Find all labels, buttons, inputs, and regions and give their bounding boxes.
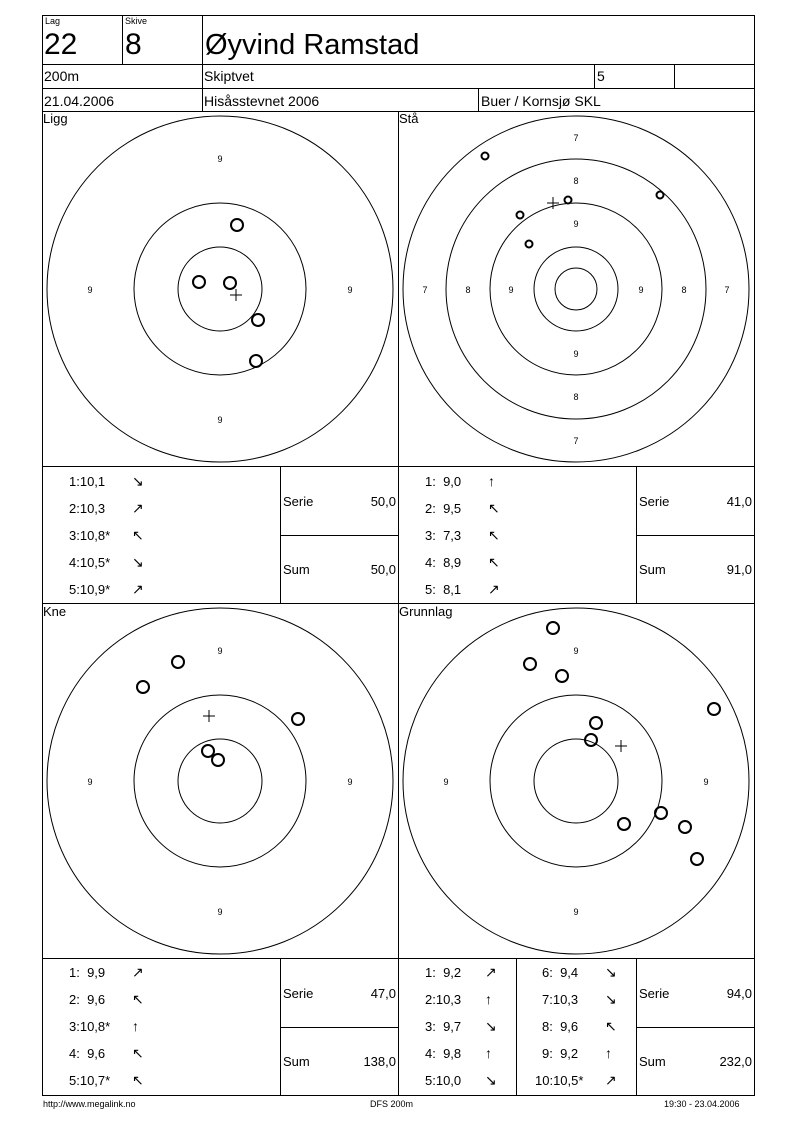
direction-arrow-icon: ↘ xyxy=(485,1018,497,1034)
shot-hole xyxy=(618,818,630,830)
ring-score-label: 8 xyxy=(465,285,471,295)
ring-score-label: 7 xyxy=(573,133,579,143)
sum-value: 232,0 xyxy=(719,1054,752,1069)
sum-label: Sum xyxy=(283,1054,310,1069)
ring-score-label: 7 xyxy=(724,285,730,295)
skive-label: Skive xyxy=(125,16,148,26)
shooter-name: Øyvind Ramstad xyxy=(205,29,420,61)
shot-value: 3: 9,7 xyxy=(425,1019,462,1034)
target-ring xyxy=(403,608,749,954)
serie-label: Serie xyxy=(283,494,314,509)
shot-value: 1: 9,9 xyxy=(69,965,106,980)
shot-value: 4: 9,8 xyxy=(425,1046,462,1061)
ring-score-label: 9 xyxy=(217,415,223,425)
ring-score-label: 8 xyxy=(681,285,687,295)
shot-value: 2: 9,6 xyxy=(69,992,106,1007)
target-label-kne: Kne xyxy=(43,604,67,619)
shot-hole xyxy=(137,681,149,693)
direction-arrow-icon: ↖ xyxy=(488,527,500,543)
ring-score-label: 9 xyxy=(217,154,223,164)
shot-value: 3: 7,3 xyxy=(425,528,462,543)
ring-score-label: 7 xyxy=(422,285,428,295)
footer-url[interactable]: http://www.megalink.no xyxy=(43,1099,136,1109)
shot-hole xyxy=(482,153,489,160)
direction-arrow-icon: ↑ xyxy=(485,1045,492,1061)
ring-score-label: 8 xyxy=(573,392,579,402)
event-name: Hisåsstevnet 2006 xyxy=(204,93,320,109)
target-ring xyxy=(47,608,393,954)
shot-value: 9: 9,2 xyxy=(542,1046,579,1061)
shot-hole xyxy=(212,754,224,766)
shot-value: 7:10,3 xyxy=(542,992,579,1007)
shot-hole xyxy=(524,658,536,670)
sum-value: 50,0 xyxy=(370,562,396,577)
direction-arrow-icon: ↘ xyxy=(132,473,144,489)
footer-program: DFS 200m xyxy=(370,1099,414,1109)
shot-value: 6: 9,4 xyxy=(542,965,579,980)
shot-hole xyxy=(231,219,243,231)
shot-hole xyxy=(691,853,703,865)
shot-hole xyxy=(547,622,559,634)
direction-arrow-icon: ↘ xyxy=(605,991,617,1007)
serie-value: 47,0 xyxy=(370,986,396,1001)
shot-hole xyxy=(565,197,572,204)
target-ring xyxy=(134,203,306,375)
mean-point-cross-icon xyxy=(230,289,242,301)
shot-value: 5:10,9* xyxy=(69,582,111,597)
shot-hole xyxy=(517,212,524,219)
serie-value: 50,0 xyxy=(370,494,396,509)
target-ring xyxy=(403,116,749,462)
serie-value: 41,0 xyxy=(726,494,752,509)
ring-score-label: 9 xyxy=(87,777,93,787)
shot-value: 5:10,0 xyxy=(425,1073,462,1088)
shot-hole xyxy=(193,276,205,288)
direction-arrow-icon: ↑ xyxy=(488,473,495,489)
direction-arrow-icon: ↖ xyxy=(132,1045,144,1061)
direction-arrow-icon: ↑ xyxy=(132,1018,139,1034)
ring-score-label: 9 xyxy=(443,777,449,787)
target-ring xyxy=(490,695,662,867)
sum-label: Sum xyxy=(639,1054,666,1069)
shot-value: 8: 9,6 xyxy=(542,1019,579,1034)
ring-score-label: 9 xyxy=(638,285,644,295)
ring-score-label: 8 xyxy=(573,176,579,186)
target-2 xyxy=(403,116,749,462)
target-label-sta: Stå xyxy=(399,111,419,126)
direction-arrow-icon: ↗ xyxy=(132,500,144,516)
ring-score-label: 9 xyxy=(703,777,709,787)
direction-arrow-icon: ↗ xyxy=(132,581,144,597)
ring-score-label: 9 xyxy=(217,646,223,656)
ring-score-label: 7 xyxy=(573,436,579,446)
target-ring xyxy=(47,116,393,462)
direction-arrow-icon: ↖ xyxy=(132,527,144,543)
direction-arrow-icon: ↖ xyxy=(488,500,500,516)
footer-timestamp: 19:30 - 23.04.2006 xyxy=(664,1099,740,1109)
lag-label: Lag xyxy=(45,16,61,26)
direction-arrow-icon: ↖ xyxy=(132,1072,144,1088)
shot-value: 10:10,5* xyxy=(535,1073,584,1088)
direction-arrow-icon: ↘ xyxy=(132,554,144,570)
shot-value: 4: 8,9 xyxy=(425,555,462,570)
sum-value: 138,0 xyxy=(363,1054,396,1069)
shot-value: 5: 8,1 xyxy=(425,582,462,597)
class: 5 xyxy=(597,68,605,84)
shot-value: 1: 9,0 xyxy=(425,474,462,489)
ring-score-label: 9 xyxy=(347,777,353,787)
direction-arrow-icon: ↑ xyxy=(485,991,492,1007)
shot-value: 2:10,3 xyxy=(425,992,462,1007)
target-ring xyxy=(534,247,618,331)
ring-score-label: 9 xyxy=(508,285,514,295)
date: 21.04.2006 xyxy=(44,93,115,109)
direction-arrow-icon: ↘ xyxy=(485,1072,497,1088)
shot-value: 3:10,8* xyxy=(69,528,111,543)
ring-score-label: 9 xyxy=(573,646,579,656)
shot-hole xyxy=(292,713,304,725)
direction-arrow-icon: ↖ xyxy=(132,991,144,1007)
direction-arrow-icon: ↘ xyxy=(605,964,617,980)
shot-hole xyxy=(172,656,184,668)
target-label-ligg: Ligg xyxy=(43,111,68,126)
serie-label: Serie xyxy=(639,986,670,1001)
ring-score-label: 9 xyxy=(347,285,353,295)
serie-label: Serie xyxy=(283,986,314,1001)
shot-value: 4:10,5* xyxy=(69,555,111,570)
shot-hole xyxy=(679,821,691,833)
shot-value: 5:10,7* xyxy=(69,1073,111,1088)
direction-arrow-icon: ↗ xyxy=(485,964,497,980)
direction-arrow-icon: ↖ xyxy=(605,1018,617,1034)
sum-label: Sum xyxy=(283,562,310,577)
mean-point-cross-icon xyxy=(615,740,627,752)
shot-hole xyxy=(202,745,214,757)
direction-arrow-icon: ↗ xyxy=(488,581,500,597)
shot-hole xyxy=(708,703,720,715)
direction-arrow-icon: ↖ xyxy=(488,554,500,570)
shot-hole xyxy=(526,241,533,248)
target-ring xyxy=(178,247,262,331)
shot-hole xyxy=(556,670,568,682)
shot-value: 1:10,1 xyxy=(69,474,106,489)
shot-hole xyxy=(250,355,262,367)
ring-score-label: 9 xyxy=(573,907,579,917)
target-4 xyxy=(403,608,749,954)
ring-score-label: 9 xyxy=(87,285,93,295)
direction-arrow-icon: ↗ xyxy=(605,1072,617,1088)
mean-point-cross-icon xyxy=(203,710,215,722)
shot-value: 4: 9,6 xyxy=(69,1046,106,1061)
shot-value: 2: 9,5 xyxy=(425,501,462,516)
ring-score-label: 9 xyxy=(573,349,579,359)
serie-label: Serie xyxy=(639,494,670,509)
target-1 xyxy=(47,116,393,462)
shot-hole xyxy=(224,277,236,289)
target-ring xyxy=(446,159,706,419)
target-3 xyxy=(47,608,393,954)
shot-hole xyxy=(252,314,264,326)
shot-value: 1: 9,2 xyxy=(425,965,462,980)
sum-label: Sum xyxy=(639,562,666,577)
ring-score-label: 9 xyxy=(217,907,223,917)
direction-arrow-icon: ↗ xyxy=(132,964,144,980)
place: Skiptvet xyxy=(204,68,254,84)
direction-arrow-icon: ↑ xyxy=(605,1045,612,1061)
target-ring xyxy=(534,739,618,823)
target-ring xyxy=(178,739,262,823)
target-ring xyxy=(134,695,306,867)
shot-hole xyxy=(590,717,602,729)
target-ring xyxy=(555,268,597,310)
distance: 200m xyxy=(44,68,80,84)
club-name: Buer / Kornsjø SKL xyxy=(481,93,601,109)
ring-score-label: 9 xyxy=(573,219,579,229)
serie-value: 94,0 xyxy=(726,986,752,1001)
shot-hole xyxy=(657,192,664,199)
shot-value: 3:10,8* xyxy=(69,1019,111,1034)
lag-value: 22 xyxy=(44,28,78,61)
shot-hole xyxy=(655,807,667,819)
sum-value: 91,0 xyxy=(726,562,752,577)
target-label-grunnlag: Grunnlag xyxy=(399,604,453,619)
skive-value: 8 xyxy=(125,28,142,61)
shot-value: 2:10,3 xyxy=(69,501,106,516)
